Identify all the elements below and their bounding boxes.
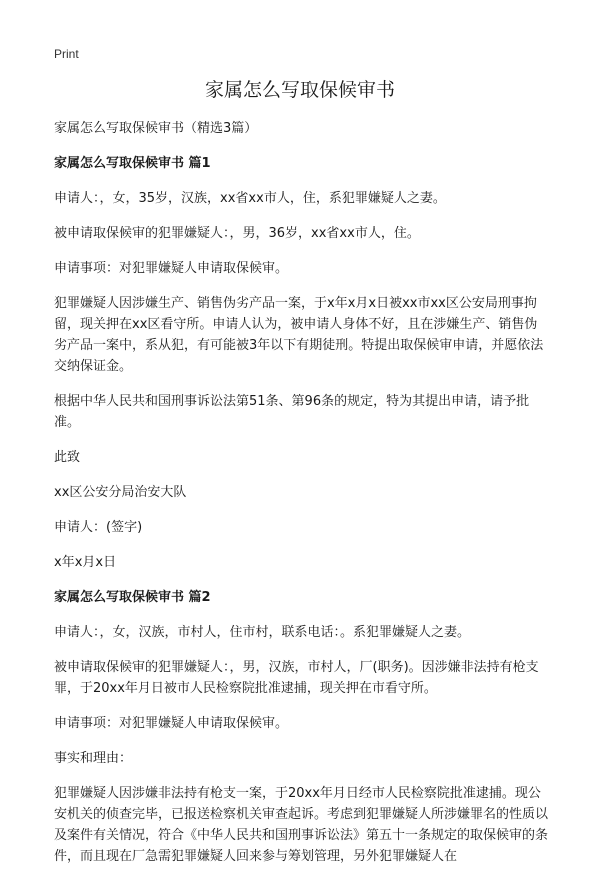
paragraph: 申请人：，女，35岁，汉族，xx省xx市人，住，系犯罪嫌疑人之妻。 xyxy=(54,191,446,206)
paragraph: 此致 xyxy=(54,450,81,465)
paragraph: 申请事项：对犯罪嫌疑人申请取保候审。 xyxy=(54,261,289,276)
paragraph: x年x月x日 xyxy=(54,555,117,570)
paragraph: 申请人：(签字) xyxy=(54,520,143,535)
document-subtitle: 家属怎么写取保候审书（精选3篇） xyxy=(54,121,258,136)
paragraph: 被申请取保候审的犯罪嫌疑人：，男，汉族，市村人，厂(职务)。因涉嫌非法持有枪支罪，于20xx年月日被市人民检察院批准逮捕，现关押在市看守所。 xyxy=(54,660,539,696)
paragraph: 被申请取保候审的犯罪嫌疑人：，男，36岁，xx省xx市人，住。 xyxy=(54,226,420,241)
paragraph: xx区公安分局治安大队 xyxy=(54,485,187,500)
paragraph: 犯罪嫌疑人因涉嫌生产、销售伪劣产品一案，于x年x月x日被xx市xx区公安局刑事拘留，现关押在xx区看守所。申请人认为，被申请人身体不好，且在涉嫌生产、销售伪劣产品一案中，系从犯，有可能被3年以下有期徒刑。特提出取保候审申请，并愿依法交纳保证金。 xyxy=(54,296,544,374)
paragraph: 根据中华人民共和国刑事诉讼法第51条、第96条的规定，特为其提出申请，请予批准。 xyxy=(54,394,530,430)
section-heading-2: 家属怎么写取保候审书 篇2 xyxy=(54,590,211,605)
print-link[interactable]: Print xyxy=(54,47,79,61)
paragraph: 申请人：，女，汉族，市村人，住市村，联系电话：。系犯罪嫌疑人之妻。 xyxy=(54,625,471,640)
paragraph: 申请事项：对犯罪嫌疑人申请取保候审。 xyxy=(54,716,289,731)
paragraph: 犯罪嫌疑人因涉嫌非法持有枪支一案，于20xx年月日经市人民检察院批准逮捕。现公安机关的侦查完毕，已报送检察机关审查起诉。考虑到犯罪嫌疑人所涉嫌罪名的性质以及案件有关情况，符合《中华人民共和国刑事诉讼法》第五十一条规定的取保候审的条件，而且现在厂急需犯罪嫌疑人回来参与筹划管理，另外犯罪嫌疑人在 xyxy=(54,786,549,864)
paragraph: 事实和理由： xyxy=(54,751,133,766)
document-body xyxy=(54,118,550,881)
section-heading-1: 家属怎么写取保候审书 篇1 xyxy=(54,156,211,171)
page-title: 家属怎么写取保候审书 xyxy=(204,79,395,101)
